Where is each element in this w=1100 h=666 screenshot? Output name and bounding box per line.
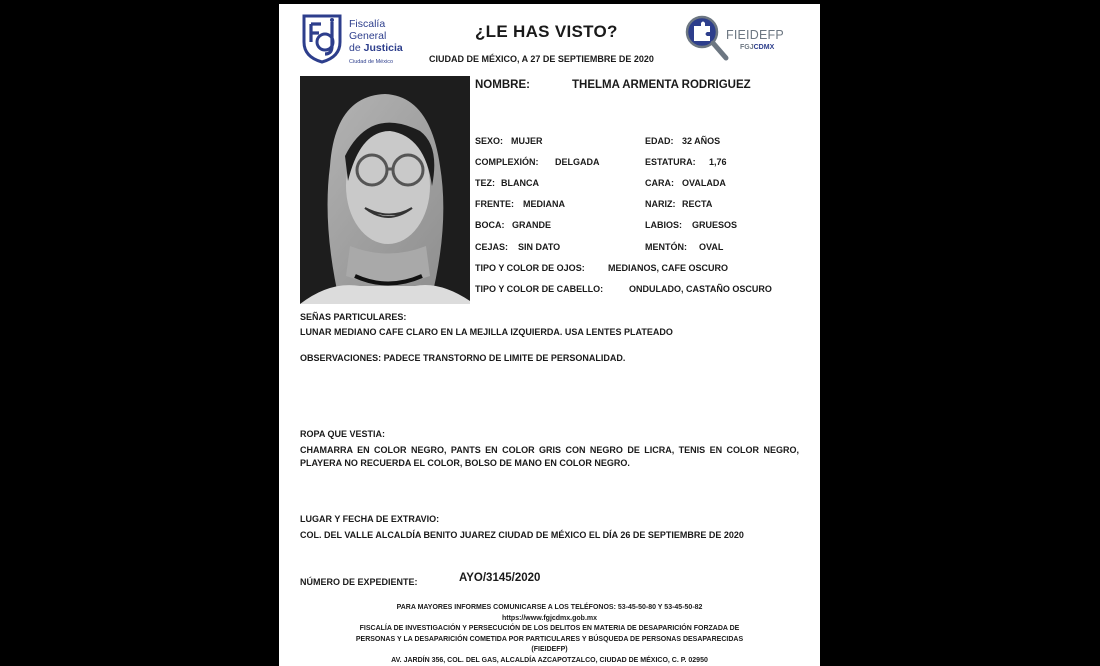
unit-sub bbox=[740, 44, 774, 51]
estatura-value: 1,76 bbox=[709, 157, 727, 167]
logo-city: Ciudad de México bbox=[349, 59, 394, 65]
logo-line-1: Fiscalía bbox=[349, 18, 386, 30]
senas-text: LUNAR MEDIANO CAFE CLARO EN LA MEJILLA IZQUIERDA. USA LENTES PLATEADO bbox=[300, 327, 673, 337]
expediente-label: NÚMERO DE EXPEDIENTE: bbox=[300, 577, 418, 587]
poster-title: ¿LE HAS VISTO? bbox=[475, 22, 618, 41]
observaciones-text: OBSERVACIONES: PADECE TRANSTORNO DE LIMITE DE PERSONALIDAD. bbox=[300, 353, 626, 363]
ropa-label: ROPA QUE VESTIA: bbox=[300, 429, 386, 439]
footer-agency-line-2: PERSONAS Y LA DESAPARICIÓN COMETIDA POR PARTICULARES Y BÚSQUEDA DE PERSONAS DESAPARECIDAS bbox=[355, 635, 744, 643]
complexion-label: COMPLEXIÓN: bbox=[475, 157, 539, 167]
edad-label: EDAD: bbox=[645, 136, 674, 146]
footer-agency-line-1: FISCALÍA DE INVESTIGACIÓN Y PERSECUCIÓN DE LOS DELITOS EN MATERIA DE DESAPARICIÓN FORZADA DE bbox=[359, 625, 740, 632]
frente-value: MEDIANA bbox=[523, 199, 565, 209]
footer-phones: PARA MAYORES INFORMES COMUNICARSE A LOS TELÉFONOS: 53-45-50-80 Y 53-45-50-82 bbox=[396, 604, 703, 611]
ropa-text: CHAMARRA EN COLOR NEGRO, PANTS EN COLOR GRIS CON NEGRO DE LICRA, TENIS EN COLOR NEGRO, PLAYERA NO RECUERDA EL COLOR, BOLSO DE MANO EN COLOR NEGRO. bbox=[300, 445, 799, 468]
nariz-value: RECTA bbox=[682, 199, 713, 209]
footer-agency-abbr: (FIEIDEFP) bbox=[531, 646, 568, 653]
expediente-value: AYO/3145/2020 bbox=[459, 572, 541, 584]
unit-sub-prefix: FGJ bbox=[740, 44, 754, 51]
menton-label: MENTÓN: bbox=[645, 242, 687, 252]
logo-line-3: Justicia bbox=[363, 42, 403, 54]
labios-label: LABIOS: bbox=[645, 220, 682, 230]
poster-date: CIUDAD DE MÉXICO, A 27 DE SEPTIEMBRE DE 2020 bbox=[429, 54, 654, 64]
name-value: THELMA ARMENTA RODRIGUEZ bbox=[572, 79, 751, 91]
unit-sub-strong: CDMX bbox=[753, 44, 775, 51]
fgj-logo-text bbox=[349, 18, 403, 68]
labios-value: GRUESOS bbox=[692, 220, 738, 230]
ojos-label: TIPO Y COLOR DE OJOS: bbox=[475, 263, 585, 273]
menton-value: OVAL bbox=[699, 242, 724, 252]
nariz-label: NARIZ: bbox=[645, 199, 676, 209]
cejas-value: SIN DATO bbox=[518, 242, 561, 252]
footer-address: AV. JARDÍN 356, COL. DEL GAS, ALCALDÍA AZCAPOTZALCO, CIUDAD DE MÉXICO, C. P. 02950 bbox=[391, 656, 708, 664]
ojos-value: MEDIANOS, CAFE OSCURO bbox=[608, 263, 729, 273]
sexo-label: SEXO: bbox=[475, 136, 504, 146]
unit-name: FIEIDEFP bbox=[726, 28, 784, 42]
missing-person-poster bbox=[279, 4, 820, 666]
fieidefp-logo bbox=[682, 14, 804, 66]
name-label: NOMBRE: bbox=[475, 79, 530, 91]
cara-value: OVALADA bbox=[682, 178, 726, 188]
cejas-label: CEJAS: bbox=[475, 242, 509, 252]
tez-value: BLANCA bbox=[501, 178, 539, 188]
complexion-value: DELGADA bbox=[555, 157, 600, 167]
cabello-label: TIPO Y COLOR DE CABELLO: bbox=[475, 284, 604, 294]
estatura-label: ESTATURA: bbox=[645, 157, 696, 167]
footer-url: https://www.fgjcdmx.gob.mx bbox=[501, 614, 598, 622]
cabello-value: ONDULADO, CASTAÑO OSCURO bbox=[629, 284, 772, 294]
person-photo bbox=[300, 76, 470, 304]
boca-value: GRANDE bbox=[512, 220, 552, 230]
edad-value: 32 AÑOS bbox=[682, 136, 721, 146]
fgj-emblem-icon bbox=[301, 12, 343, 64]
frente-label: FRENTE: bbox=[475, 199, 514, 209]
boca-label: BOCA: bbox=[475, 220, 505, 230]
contact-footer bbox=[279, 603, 820, 666]
sexo-value: MUJER bbox=[511, 136, 543, 146]
extravio-text: COL. DEL VALLE ALCALDÍA BENITO JUAREZ CIUDAD DE MÉXICO EL DÍA 26 DE SEPTIEMBRE DE 2020 bbox=[300, 530, 744, 540]
senas-label: SEÑAS PARTICULARES: bbox=[300, 312, 407, 322]
tez-label: TEZ: bbox=[475, 178, 495, 188]
logo-line-2: General bbox=[349, 30, 387, 42]
fgj-logo bbox=[301, 10, 411, 70]
logo-line-3-prefix: de bbox=[349, 42, 364, 54]
extravio-label: LUGAR Y FECHA DE EXTRAVIO: bbox=[300, 514, 440, 524]
cara-label: CARA: bbox=[645, 178, 674, 188]
